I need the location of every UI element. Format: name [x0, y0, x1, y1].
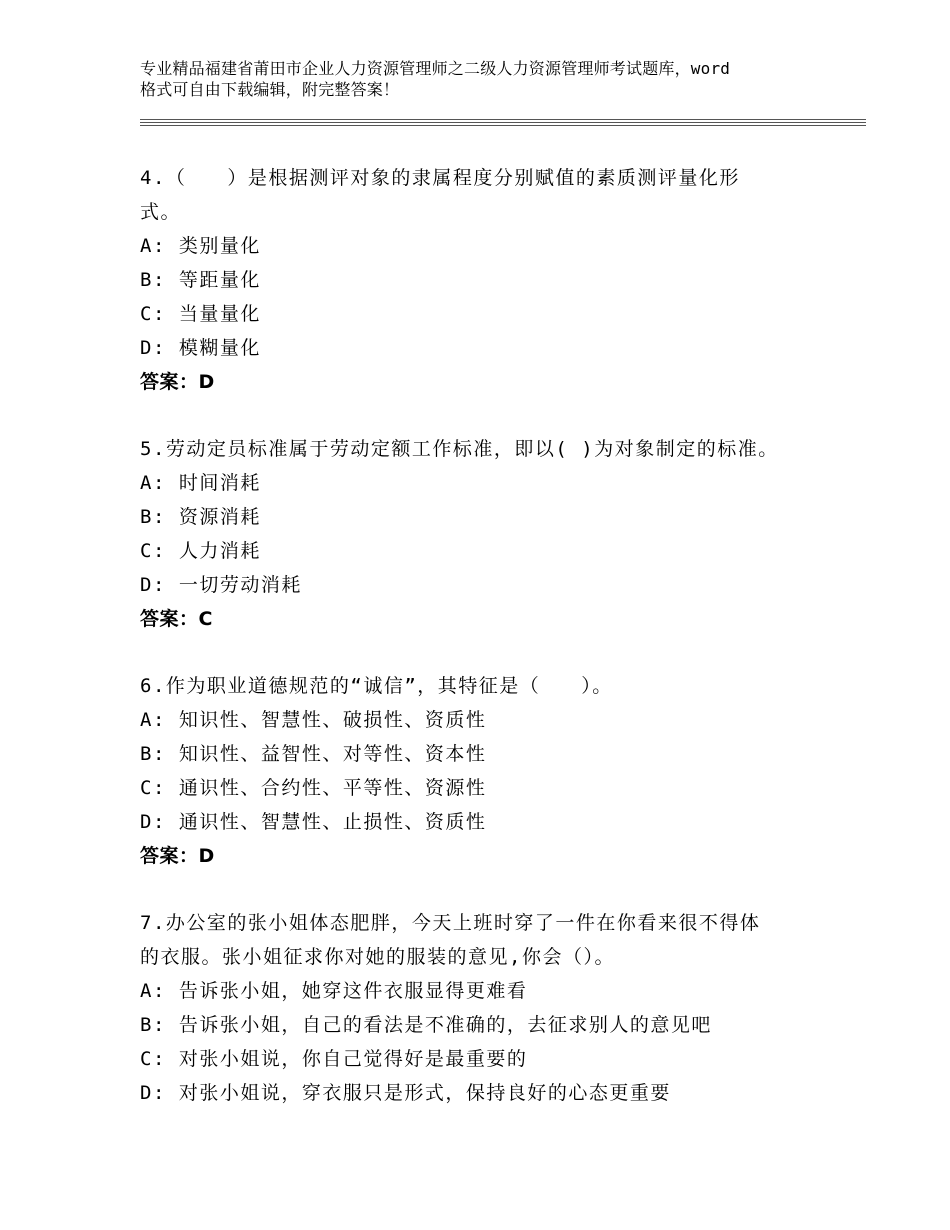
question-4: [140, 161, 820, 399]
option-c: C: 对张小姐说，你自己觉得好是最重要的: [140, 1048, 528, 1070]
question-5: [140, 432, 820, 636]
header-divider: [140, 122, 866, 123]
question-6: [140, 669, 820, 873]
header-divider: [140, 125, 866, 126]
option-a: A: 知识性、智慧性、破损性、资质性: [140, 709, 487, 731]
option-b: B: 等距量化: [140, 269, 261, 291]
question-stem: 的衣服。张小姐征求你对她的服装的意见,你会（）。: [140, 946, 615, 968]
answer: 答案：D: [140, 371, 215, 393]
question-stem: 6.作为职业道德规范的“诚信”，其特征是（ ）。: [140, 675, 613, 697]
option-d: D: 模糊量化: [140, 337, 261, 359]
question-7: [140, 906, 820, 1110]
option-b: B: 告诉张小姐，自己的看法是不准确的，去征求别人的意见吧: [140, 1014, 712, 1036]
header-title-line-1: 专业精品福建省莆田市企业人力资源管理师之二级人力资源管理师考试题库，word: [140, 59, 731, 78]
header-divider: [140, 119, 866, 120]
option-b: B: 知识性、益智性、对等性、资本性: [140, 743, 487, 765]
question-stem: 5.劳动定员标准属于劳动定额工作标准，即以( )为对象制定的标准。: [140, 438, 779, 460]
question-list: [140, 161, 820, 1143]
option-d: D: 一切劳动消耗: [140, 574, 302, 596]
option-c: C: 人力消耗: [140, 540, 261, 562]
option-b: B: 资源消耗: [140, 506, 261, 528]
answer: 答案：D: [140, 845, 215, 867]
question-stem: 7.办公室的张小姐体态肥胖，今天上班时穿了一件在你看来很不得体: [140, 912, 761, 934]
option-a: A: 类别量化: [140, 235, 261, 257]
option-c: C: 当量量化: [140, 303, 261, 325]
question-stem: 4.（ ）是根据测评对象的隶属程度分别赋值的素质测评量化形: [140, 167, 740, 189]
option-d: D: 通识性、智慧性、止损性、资质性: [140, 811, 487, 833]
header-title-line-2: 格式可自由下载编辑，附完整答案！: [140, 80, 400, 99]
option-d: D: 对张小姐说，穿衣服只是形式，保持良好的心态更重要: [140, 1082, 671, 1104]
option-a: A: 告诉张小姐，她穿这件衣服显得更难看: [140, 980, 528, 1002]
option-c: C: 通识性、合约性、平等性、资源性: [140, 777, 487, 799]
option-a: A: 时间消耗: [140, 472, 261, 494]
document-header: [140, 58, 840, 100]
answer: 答案：C: [140, 608, 213, 630]
question-stem: 式。: [140, 201, 182, 223]
